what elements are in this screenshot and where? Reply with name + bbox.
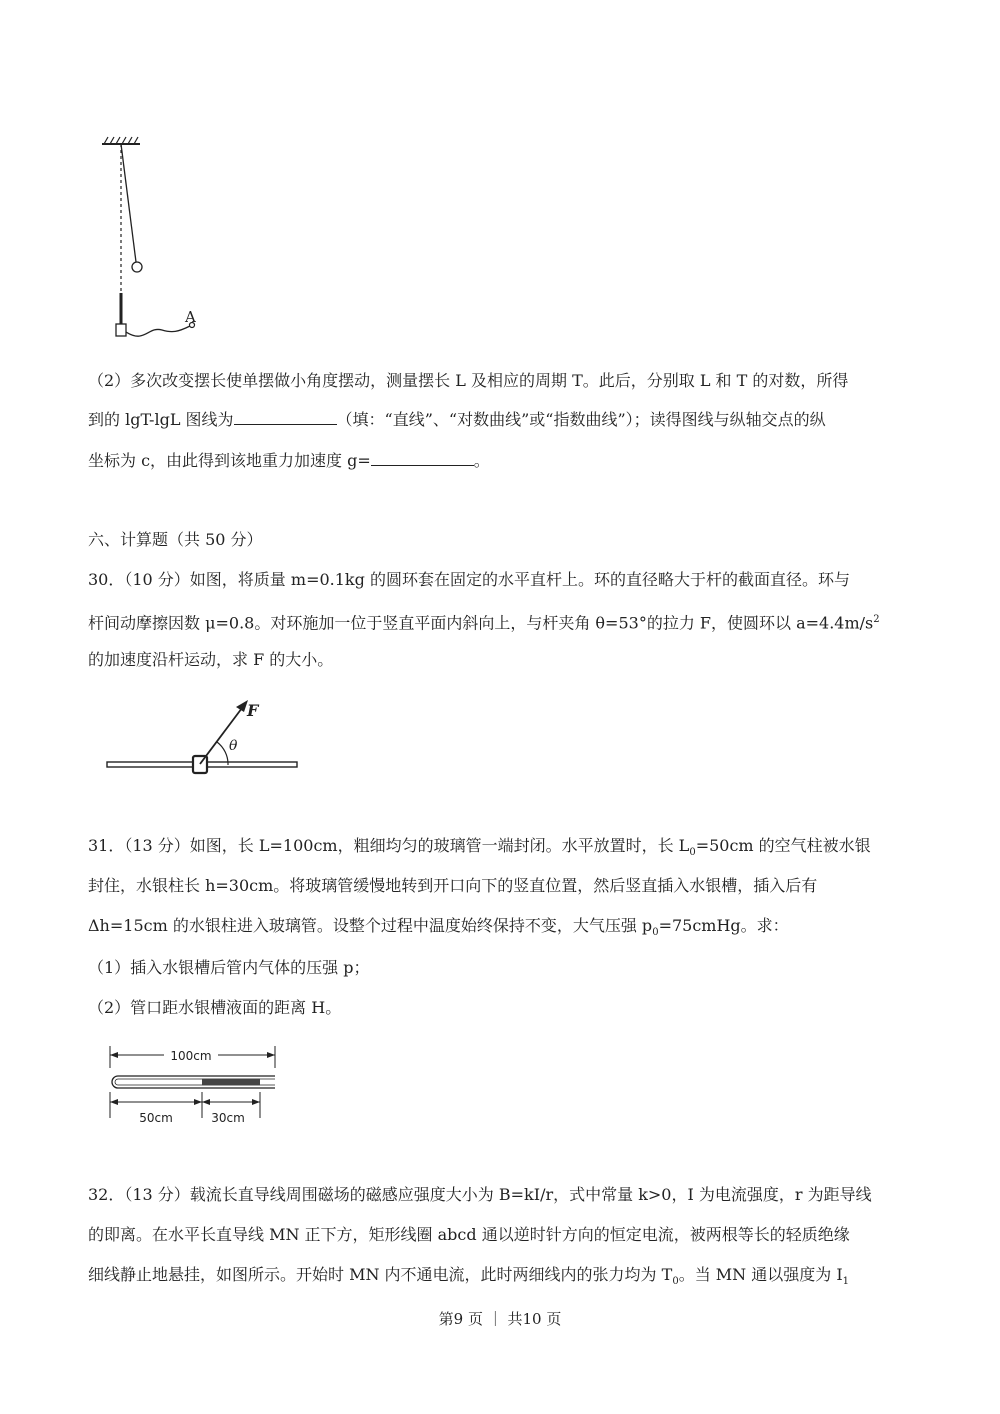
q32-line3-a: 细线静止地悬挂，如图所示。开始时 MN 内不通电流，此时两细线内的张力均为 T — [88, 1265, 673, 1284]
q31-line3 — [88, 916, 789, 943]
glass-tube-figure — [100, 1042, 290, 1132]
q32-line3-b: 。当 MN 通以强度为 I — [678, 1265, 843, 1284]
answer-blank-1[interactable] — [234, 410, 337, 425]
q31-line2: 封住，水银柱长 h=30cm。将玻璃管缓慢地转到开口向下的竖直位置，然后竖直插入水银槽，插入后有 — [88, 876, 818, 895]
q31-sub2: （2）管口距水银槽液面的距离 H。 — [88, 998, 342, 1017]
q30-line2 — [88, 610, 880, 633]
q32-line2: 的即离。在水平长直导线 MN 正下方，矩形线圈 abcd 通以逆时针方向的恒定电流，被两根等长的轻质绝缘 — [88, 1225, 850, 1244]
q31-sub1: （1）插入水银槽后管内气体的压强 p； — [88, 958, 370, 977]
q30-line2-sup: 2 — [873, 614, 880, 625]
q29-p2-line1: （2）多次改变摆长使单摆做小角度摆动，测量摆长 L 及相应的周期 T。此后，分别取 L 和 T 的对数，所得 — [88, 371, 849, 390]
q31-line1-a: 31．（13 分）如图，长 L=100cm，粗细均匀的玻璃管一端封闭。水平放置时，长 L — [88, 836, 690, 855]
q29-p2-line3 — [88, 451, 490, 471]
fig-air-length: 50cm — [139, 1111, 173, 1125]
q31-line3-sub: 0 — [652, 927, 659, 939]
ring-rod-figure — [100, 692, 310, 782]
q29-p2-line2-a: 到的 lgT-lgL 图线为 — [88, 410, 234, 429]
q31-line3-a: Δh=15cm 的水银柱进入玻璃管。设整个过程中温度始终保持不变，大气压强 p — [88, 916, 653, 935]
q29-p2-line3-b: 。 — [473, 451, 490, 470]
fig-label-f: F — [247, 701, 259, 720]
page-footer: 第9 页 ｜ 共10 页 — [438, 1310, 562, 1328]
answer-blank-2[interactable] — [371, 451, 474, 466]
q29-p2-line3-a: 坐标为 c，由此得到该地重力加速度 g= — [88, 451, 371, 470]
q31-line3-b: =75cmHg。求： — [658, 916, 789, 935]
q30-line1: 30．（10 分）如图，将质量 m=0.1kg 的圆环套在固定的水平直杆上。环的直径略大于杆的截面直径。环与 — [88, 570, 850, 589]
pendulum-figure — [90, 130, 220, 350]
fig-label-a: A — [185, 308, 196, 326]
q32-line3 — [88, 1265, 849, 1292]
fig-total-length: 100cm — [170, 1049, 212, 1063]
q32-line3-sub2: 1 — [842, 1276, 850, 1288]
q32-line1: 32．（13 分）载流长直导线周围磁场的磁感应强度大小为 B=kI/r，式中常量 k>0，I 为电流强度，r 为距导线 — [88, 1185, 872, 1204]
fig-hg-length: 30cm — [211, 1111, 245, 1125]
fig-label-theta: θ — [229, 738, 238, 754]
q29-p2-line2-b: （填：“直线”、“对数曲线”或“指数曲线”）；读得图线与纵轴交点的纵 — [336, 410, 826, 429]
q32-line3-sub: 0 — [672, 1276, 679, 1288]
q30-line3: 的加速度沿杆运动，求 F 的大小。 — [88, 650, 334, 669]
q29-p2-line2 — [88, 410, 826, 430]
q31-line1-sub: 0 — [689, 847, 696, 859]
q31-line1 — [88, 836, 871, 863]
q30-line2-text: 杆间动摩擦因数 μ=0.8。对环施加一位于竖直平面内斜向上，与杆夹角 θ=53°的拉力 F，使圆环以 a=4.4m/s — [88, 613, 874, 633]
section-title: 六、计算题（共 50 分） — [88, 530, 263, 549]
q31-line1-b: =50cm 的空气柱被水银 — [695, 836, 871, 855]
